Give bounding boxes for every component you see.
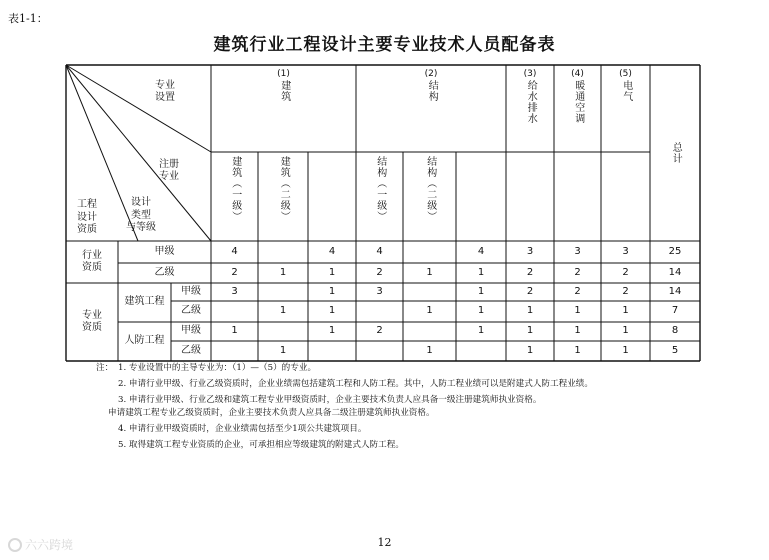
value-cell: 1 bbox=[526, 325, 534, 337]
qualification-category: 行业 资质 bbox=[82, 249, 102, 273]
group-header-4 bbox=[554, 65, 601, 137]
note-line bbox=[96, 439, 593, 452]
value-cell: 2 bbox=[231, 266, 238, 278]
value-cell: 3 bbox=[231, 285, 238, 297]
watermark-text: 六六跨境 bbox=[25, 538, 74, 552]
sub-header-label: 建筑（一级） bbox=[229, 156, 241, 222]
value-cell: 1 bbox=[328, 325, 336, 337]
sub-header-label: 建筑（二级） bbox=[278, 156, 290, 222]
value-cell: 1 bbox=[231, 325, 238, 337]
note-text: 5. 取得建筑工程专业资质的企业，可承担相应等级建筑的附建式人防工程。 bbox=[118, 440, 404, 450]
value-cell: 1 bbox=[279, 266, 287, 278]
value-cell: 3 bbox=[526, 245, 534, 257]
value-cell: 1 bbox=[279, 344, 287, 356]
notes-label: 注： bbox=[96, 363, 114, 373]
page-title: 建筑行业工程设计主要专业技术人员配备表 bbox=[213, 35, 556, 55]
corner-design-type-label: 设计 类型 与等级 bbox=[126, 197, 156, 234]
note-indent bbox=[96, 423, 118, 436]
total-header bbox=[650, 65, 700, 241]
grade-label: 乙级 bbox=[181, 305, 201, 317]
value-cell: 3 bbox=[376, 285, 383, 297]
value-cell: 1 bbox=[574, 305, 581, 317]
value-cell: 2 bbox=[526, 285, 534, 297]
value-cell: 1 bbox=[426, 344, 433, 356]
value-cell: 1 bbox=[328, 285, 336, 297]
value-cell: 1 bbox=[574, 344, 581, 356]
note-line bbox=[96, 362, 593, 375]
value-cell bbox=[403, 241, 456, 263]
value-cell: 1 bbox=[477, 266, 485, 278]
corner-qualification-label: 工程 设计 资质 bbox=[77, 199, 97, 236]
value-cell: 4 bbox=[477, 245, 485, 257]
value-cell: 8 bbox=[671, 325, 679, 337]
value-cell: 2 bbox=[376, 266, 383, 278]
value-cell: 1 bbox=[526, 344, 534, 356]
group-header-5 bbox=[601, 65, 650, 137]
value-cell: 1 bbox=[328, 305, 336, 317]
value-cell: 2 bbox=[376, 325, 383, 337]
note-indent bbox=[96, 378, 118, 391]
value-cell bbox=[258, 283, 308, 301]
value-cell bbox=[456, 341, 506, 361]
value-cell: 14 bbox=[668, 266, 682, 278]
value-cell: 1 bbox=[622, 325, 629, 337]
group-number: (2) bbox=[424, 69, 438, 79]
group-number: (3) bbox=[523, 69, 537, 79]
note-indent bbox=[96, 439, 118, 452]
total-header-label: 总计 bbox=[670, 142, 682, 164]
group-name: 电气 bbox=[620, 80, 632, 103]
sub-header-4 bbox=[403, 152, 456, 241]
sub-header-3 bbox=[356, 152, 403, 241]
group-name: 建筑 bbox=[278, 80, 290, 103]
value-cell: 2 bbox=[526, 266, 534, 278]
sub-header-2 bbox=[258, 152, 308, 241]
note-line bbox=[96, 394, 593, 407]
group-header-2 bbox=[356, 65, 506, 137]
note-text: 3. 申请行业甲级、行业乙级和建筑工程专业甲级资质时，企业主要技术负责人应具备一级注册建筑师执业资格。 bbox=[118, 395, 542, 405]
value-cell: 1 bbox=[526, 305, 534, 317]
value-cell: 2 bbox=[574, 285, 581, 297]
staffing-table bbox=[66, 65, 700, 361]
value-cell: 2 bbox=[622, 266, 629, 278]
value-cell: 14 bbox=[668, 285, 682, 297]
value-cell bbox=[211, 341, 258, 361]
note-line bbox=[96, 423, 593, 436]
group-name: 暖通空调 bbox=[572, 80, 584, 125]
value-cell bbox=[258, 322, 308, 341]
value-cell: 3 bbox=[574, 245, 581, 257]
value-cell: 1 bbox=[622, 344, 629, 356]
value-cell bbox=[211, 301, 258, 322]
grade-label: 甲级 bbox=[154, 245, 175, 257]
table-label: 表1-1： bbox=[8, 12, 48, 25]
note-text: 1. 专业设置中的主导专业为：（1）—（5）的专业。 bbox=[118, 363, 317, 373]
note-indent bbox=[96, 394, 118, 407]
grade-label: 乙级 bbox=[154, 266, 175, 278]
value-cell: 4 bbox=[231, 245, 238, 257]
group-name: 结构 bbox=[426, 80, 438, 103]
note-line bbox=[96, 378, 593, 391]
value-cell: 5 bbox=[671, 344, 679, 356]
corner-specialty-label: 专业 设置 bbox=[155, 79, 175, 103]
page-number: 12 bbox=[377, 536, 392, 549]
table-rule bbox=[66, 65, 211, 152]
note-line bbox=[96, 407, 593, 420]
qualification-category: 专业 资质 bbox=[82, 309, 102, 333]
group-number: (1) bbox=[277, 69, 290, 79]
value-cell: 3 bbox=[622, 245, 629, 257]
value-cell: 7 bbox=[671, 305, 679, 317]
sub-header-1 bbox=[211, 152, 258, 241]
value-cell: 1 bbox=[426, 266, 433, 278]
group-number: (5) bbox=[619, 69, 632, 79]
note-text: 4. 申请行业甲级资质时，企业业绩需包括至少1项公共建筑项目。 bbox=[118, 424, 367, 434]
value-cell: 2 bbox=[622, 285, 629, 297]
watermark-logo-icon bbox=[8, 538, 22, 552]
sub-header-label: 结构（二级） bbox=[424, 156, 436, 222]
value-cell bbox=[403, 322, 456, 341]
value-cell: 1 bbox=[426, 305, 433, 317]
grade-label: 甲级 bbox=[181, 285, 201, 297]
sub-header-label: 结构（一级） bbox=[374, 156, 386, 222]
design-type: 人防工程 bbox=[124, 335, 165, 347]
grade-label: 乙级 bbox=[181, 344, 201, 356]
value-cell: 1 bbox=[279, 305, 287, 317]
group-number: (4) bbox=[571, 69, 584, 79]
value-cell: 1 bbox=[328, 266, 336, 278]
value-cell bbox=[356, 341, 403, 361]
value-cell: 1 bbox=[477, 285, 485, 297]
value-cell: 25 bbox=[668, 245, 682, 257]
note-indent bbox=[96, 407, 108, 420]
watermark bbox=[8, 536, 73, 553]
group-header-1 bbox=[211, 65, 356, 137]
value-cell: 1 bbox=[574, 325, 581, 337]
note-text: 2. 申请行业甲级、行业乙级资质时，企业业绩需包括建筑工程和人防工程。其中，人防工程业绩可以是附建式人防工程业绩。 bbox=[118, 379, 593, 389]
group-header-3 bbox=[506, 65, 554, 137]
grade-label: 甲级 bbox=[181, 325, 201, 337]
value-cell bbox=[258, 241, 308, 263]
value-cell bbox=[308, 341, 356, 361]
value-cell bbox=[403, 283, 456, 301]
group-name: 给水排水 bbox=[525, 80, 537, 125]
value-cell: 1 bbox=[622, 305, 629, 317]
notes bbox=[96, 362, 593, 452]
design-type: 建筑工程 bbox=[124, 296, 165, 308]
value-cell: 4 bbox=[328, 245, 336, 257]
value-cell: 4 bbox=[376, 245, 383, 257]
value-cell bbox=[356, 301, 403, 322]
corner-registered-label: 注册 专业 bbox=[159, 158, 179, 182]
note-text: 申请建筑工程专业乙级资质时，企业主要技术负责人应具备二级注册建筑师执业资格。 bbox=[108, 408, 435, 418]
value-cell: 1 bbox=[477, 325, 485, 337]
value-cell: 1 bbox=[477, 305, 485, 317]
value-cell: 2 bbox=[574, 266, 581, 278]
